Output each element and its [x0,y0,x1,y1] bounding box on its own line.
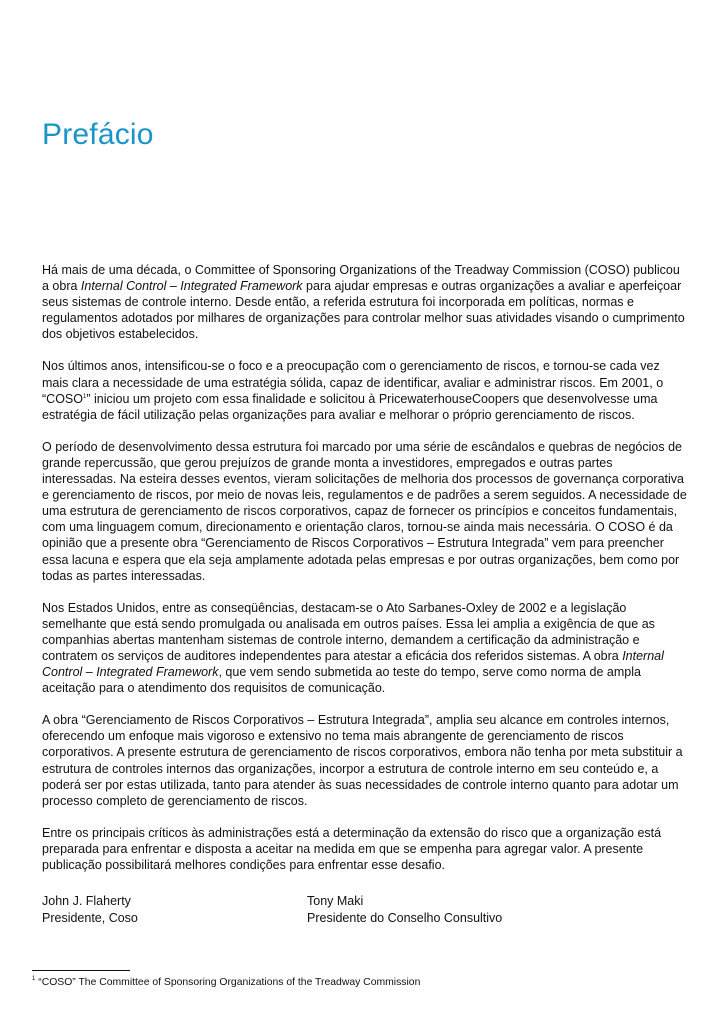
paragraph-6: Entre os principais críticos às administrações está a determinação da extensão do risco que a organização está preparada para enfrentar e disposta a aceitar na medida em que se empenha para agregar valor. A presente publicação possibilitará melhores condições para enfrentar esse desafio. [42,825,662,872]
footnote-text: “COSO” The Committee of Sponsoring Organizations of the Treadway Commission [38,977,421,988]
preface-body [42,262,688,889]
signature-left [42,893,138,926]
signature-right [307,893,502,926]
footnote-divider [32,970,130,971]
signatory-name: Tony Maki [307,894,364,908]
footnote-mark: 1 [32,976,36,982]
framework-title-italic: Internal Control – Integrated Framework [80,279,303,294]
paragraph-2: Nos últimos anos, intensificou-se o foco e a preocupação com o gerenciamento de riscos, e tornou-se cada vez mais clara a necessidade de uma estratégia sólida, capaz de identificar, avaliar e administrar riscos. Em 2001, o “COSO$^1$” iniciou um projeto com essa finalidade e solicitou à PricewaterhouseCoopers que desenvolvesse uma estratégia de fácil utilização pelas organizações para avaliar e melhorar o próprio gerenciamento de riscos. [42,359,664,422]
paragraph-3: O período de desenvolvimento dessa estrutura foi marcado por uma série de escândalos e quebras de negócios de grande repercussão, que gerou prejuízos de grande monta a investidores, empregados e outras partes interessadas. Na esteira desses eventos, vieram solicitações de melhoria dos processos de governança corporativa e gerenciamento de riscos, por meio de novas leis, regulamentos e de padrões a serem seguidos. A necessidade de uma estrutura de gerenciamento de riscos corporativos, capaz de fornecer os princípios e conceitos fundamentais, com uma linguagem comum, direcionamento e orientação claros, tornou-se ainda mais necessária. O COSO é da opinião que a presente obra “Gerenciamento de Riscos Corporativos – Estrutura Integrada” vem para preencher essa lacuna e espera que ela seja amplamente adotada pelas empresas e por outras organizações, bem como por todas as partes interessadas. [42,439,687,583]
signatory-role: Presidente do Conselho Consultivo [307,910,503,925]
framework-title-italic: Internal Control – Integrated Framework [42,648,664,680]
footnote [32,977,420,988]
footnote-reference: 1 [82,393,87,400]
paragraph-5: A obra “Gerenciamento de Riscos Corporativos – Estrutura Integrada”, amplia seu alcance em controles internos, oferecendo um enfoque mais vigoroso e extensivo no tema mais abrangente de gerenciamento de riscos corporativos. A presente estrutura de gerenciamento de riscos corporativos, embora não tenha por meta substituir a estrutura de controles internos das organizações, incorpor a estrutura de controle interno em seu conteúdo e, a poderá ser por estas utilizada, tanto para atender às suas necessidades de controle interno quanto para adotar um processo completo de gerenciamento de riscos. [42,713,683,808]
paragraph-4: Nos Estados Unidos, entre as conseqüências, destacam-se o Ato Sarbanes-Oxley de 2002 e a legislação semelhante que está sendo promulgada ou analisada em outros países. Essa lei amplia a exigência de que as companhias abertas mantenham sistemas de controle interno, demandem a certificação da administração e contratem os serviços de auditores independentes para atestar a eficácia dos referidos sistemas. A obra Internal Control – Integrated Framework, que vem sendo submetida ao teste do tempo, serve como norma de ampla aceitação para o atendimento dos requisitos de comunicação. [42,600,664,696]
paragraph-1: Há mais de uma década, o Committee of Sponsoring Organizations of the Treadway Commission (COSO) publicou a obra Internal Control – Integrated Framework para ajudar empresas e outras organizações a avaliar e aperfeiçoar seus sistemas de controle interno. Desde então, a referida estrutura foi incorporada em políticas, normas e regulamentos adotados por milhares de organizações para controlar melhor suas atividades visando o cumprimento dos objetivos estabelecidos. [42,263,685,342]
signatory-role: Presidente, Coso [42,910,138,925]
page-title: Prefácio [42,118,154,151]
signatory-name: John J. Flaherty [42,894,131,908]
